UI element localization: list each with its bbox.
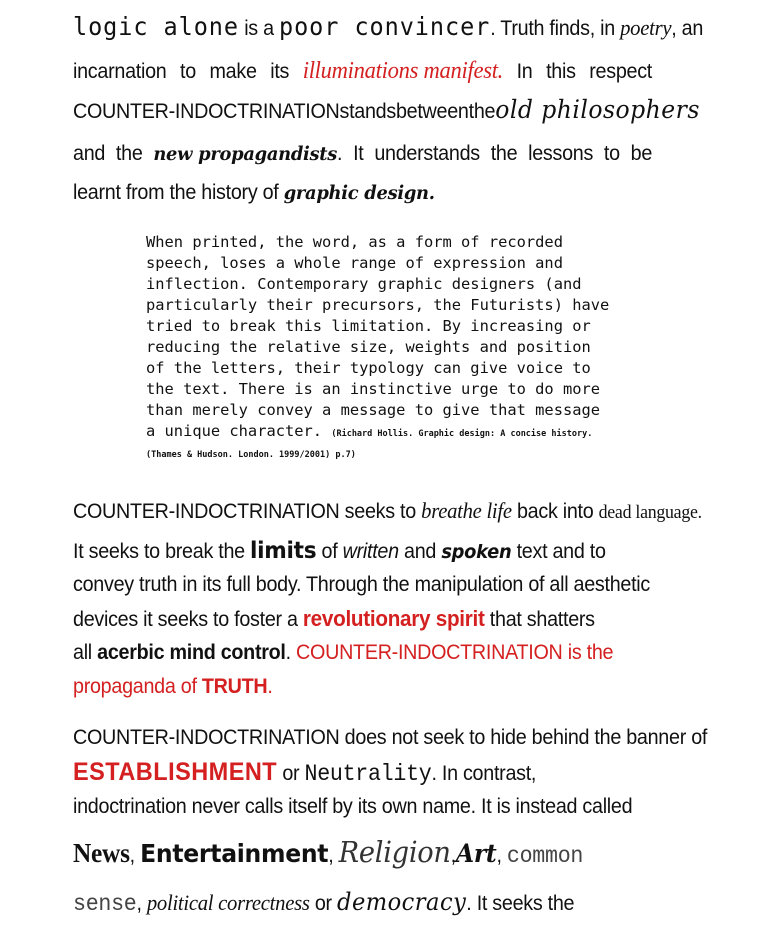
paragraph-3-line-2 bbox=[73, 760, 652, 786]
word-limits: limits bbox=[250, 538, 317, 564]
word-democracy: democracy bbox=[337, 888, 467, 916]
quote-body bbox=[146, 232, 616, 463]
text-fragment: , bbox=[496, 844, 502, 867]
phrase-graphic-design: graphic design. bbox=[283, 182, 435, 204]
text-fragment: learnt from the history of bbox=[73, 181, 284, 204]
paragraph-3-line-4 bbox=[73, 835, 652, 869]
word: the bbox=[115, 142, 143, 165]
word: the bbox=[490, 142, 518, 165]
text-fragment: It seeks to break the bbox=[73, 540, 251, 563]
word-counter-indoctrination: COUNTER-INDOCTRINATION bbox=[73, 100, 340, 123]
word: and bbox=[73, 142, 106, 165]
paragraph-3-line-1 bbox=[73, 726, 708, 749]
text-fragment: , bbox=[136, 892, 147, 915]
text-fragment: is a bbox=[244, 17, 274, 40]
word-truth: TRUTH bbox=[201, 675, 268, 698]
text-fragment: of bbox=[316, 540, 343, 563]
word: lessons bbox=[528, 142, 594, 165]
paragraph-2-line-2 bbox=[73, 540, 652, 563]
word-sense: sense bbox=[73, 891, 137, 917]
text-fragment: convey truth in its full body. Through the manipulation of all aesthetic bbox=[73, 573, 650, 596]
word-establishment: ESTABLISHMENT bbox=[73, 758, 278, 786]
word: to bbox=[180, 60, 196, 83]
phrase-logic-alone: logic alone bbox=[73, 12, 239, 41]
text-fragment: , an bbox=[671, 17, 704, 40]
word-poetry: poetry bbox=[620, 15, 672, 40]
word: to bbox=[603, 142, 620, 165]
text-fragment: COUNTER-INDOCTRINATION does not seek to hide behind the banner of bbox=[73, 726, 708, 749]
quote-text: When printed, the word, as a form of recorded speech, loses a whole range of expression and inflection. Contemporary graphic designers (and particularly their precursors, the Futurists) have tried to break this limitation. By increasing or reducing the relative size, weights and position of the letters, their typology can give voice to the text. There is an instinctive urge to do more than merely convey a message to give that message a unique character. bbox=[146, 233, 610, 440]
word: understands bbox=[374, 142, 480, 165]
paragraph-1-line-4 bbox=[73, 143, 652, 164]
text-fragment: and bbox=[398, 540, 442, 563]
text-fragment: that shatters bbox=[484, 608, 595, 631]
phrase-political-correctness: political correctness bbox=[146, 890, 310, 915]
word-entertainment: Entertainment bbox=[140, 839, 329, 868]
phrase-revolutionary-spirit: revolutionary spirit bbox=[302, 606, 485, 631]
paragraph-2-line-1 bbox=[73, 498, 702, 523]
text-fragment: all bbox=[73, 641, 98, 664]
word: its bbox=[270, 60, 290, 83]
word-written: written bbox=[342, 540, 399, 563]
text-fragment: . bbox=[267, 675, 273, 698]
text-fragment: . bbox=[337, 142, 343, 165]
paragraph-2-line-5 bbox=[73, 642, 652, 663]
quote-citation: (Richard Hollis. Graphic design: A concise history.(Thames & Hudson. London. 1999/2001) p.7) bbox=[146, 429, 593, 460]
word: It bbox=[353, 142, 364, 165]
text-fragment: . In contrast, bbox=[431, 762, 537, 785]
text-fragment: , bbox=[328, 844, 334, 867]
phrase-acerbic-mind-control: acerbic mind control bbox=[97, 641, 286, 664]
text-fragment: devices it seeks to foster a bbox=[73, 608, 303, 631]
text-fragment: propaganda of bbox=[73, 675, 202, 698]
paragraph-1-line-1 bbox=[73, 12, 704, 41]
word: respect bbox=[589, 60, 653, 83]
word: the bbox=[468, 100, 496, 123]
paragraph-2-line-3 bbox=[73, 574, 652, 595]
word-spoken: spoken bbox=[441, 541, 512, 563]
word: be bbox=[630, 142, 653, 165]
phrase-illuminations-manifest: illuminations manifest. bbox=[302, 58, 504, 84]
text-fragment: or bbox=[277, 762, 305, 785]
word-neutrality: Neutrality bbox=[304, 761, 432, 787]
text-fragment: , bbox=[450, 844, 456, 867]
text-fragment: COUNTER-INDOCTRINATION seeks to bbox=[73, 500, 422, 523]
word: make bbox=[209, 60, 257, 83]
phrase-old-philosophers: old philosophers bbox=[495, 95, 700, 124]
text-fragment: indoctrination never calls itself by its own name. It is instead called bbox=[73, 795, 633, 818]
text-fragment: . It seeks the bbox=[466, 892, 575, 915]
text-fragment: , bbox=[129, 844, 135, 867]
paragraph-3-line-3 bbox=[73, 796, 652, 817]
word-common: common bbox=[506, 843, 584, 869]
phrase-breathe-life: breathe life bbox=[421, 498, 512, 523]
paragraph-1-line-5 bbox=[73, 182, 652, 203]
word: this bbox=[546, 60, 576, 83]
text-fragment: back into bbox=[511, 500, 599, 523]
word: incarnation bbox=[73, 60, 167, 83]
phrase-new-propagandists: new propagandists bbox=[153, 143, 338, 165]
word: between bbox=[395, 100, 469, 123]
paragraph-1-line-2 bbox=[73, 59, 652, 83]
word-news: News bbox=[73, 838, 130, 868]
text-fragment: or bbox=[309, 892, 338, 915]
word-art: Art bbox=[455, 839, 497, 868]
paragraph-2-line-6 bbox=[73, 676, 652, 697]
phrase-counter-indoctrination-red: COUNTER-INDOCTRINATION is the bbox=[296, 641, 614, 664]
word: In bbox=[516, 60, 533, 83]
paragraph-3-line-5 bbox=[73, 890, 652, 916]
paragraph-1-line-3 bbox=[73, 95, 700, 124]
word: stands bbox=[339, 100, 396, 123]
word-religion: Religion bbox=[338, 835, 451, 869]
block-quote bbox=[146, 232, 616, 463]
phrase-poor-convincer: poor convincer bbox=[279, 12, 491, 41]
text-fragment: . bbox=[285, 641, 297, 664]
text-fragment: text and to bbox=[511, 540, 606, 563]
paragraph-2-line-4 bbox=[73, 608, 652, 630]
text-fragment: . Truth finds, in bbox=[490, 17, 621, 40]
phrase-dead-language: dead language. bbox=[598, 502, 702, 523]
